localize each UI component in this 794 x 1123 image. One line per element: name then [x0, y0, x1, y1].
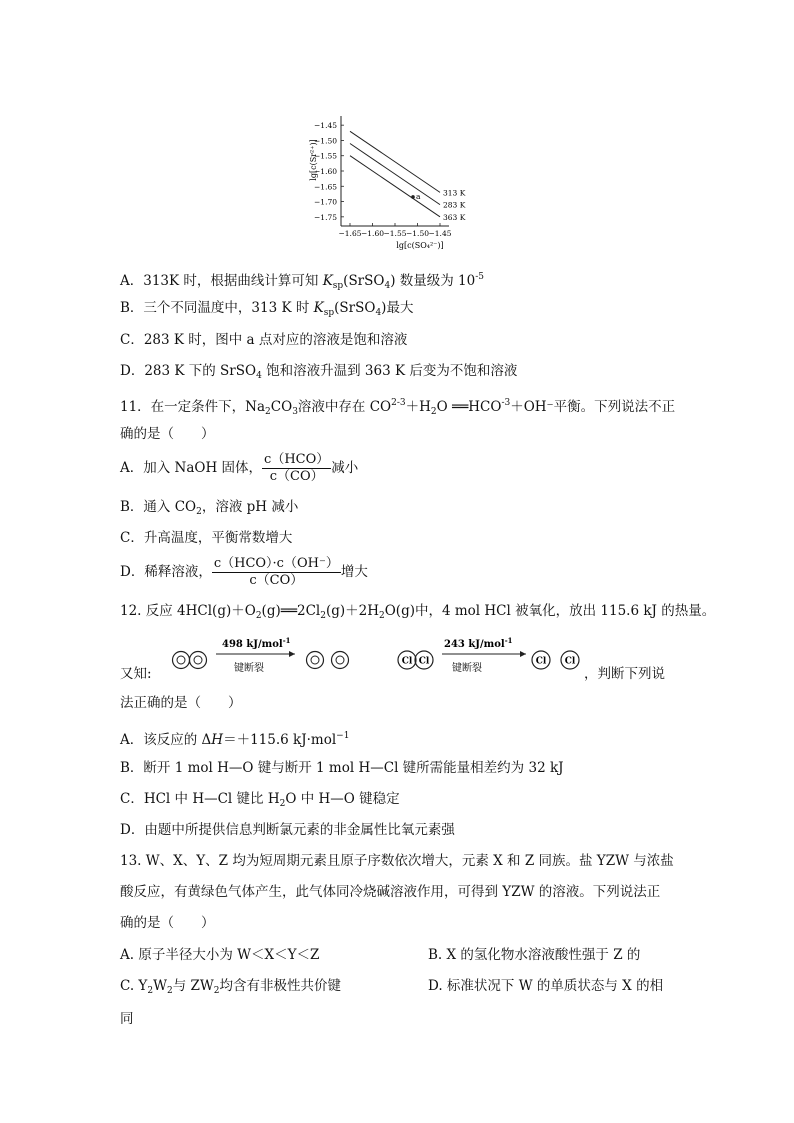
- cl2-bond-energy: 243 kJ/mol$^{-1}$: [444, 636, 513, 650]
- q11-option-a: A．加入 NaOH 固体， $\frac{\text{c（HCO）}}{c(CO)}$ 减小: [120, 452, 359, 484]
- point-a: [411, 195, 415, 199]
- q13-stem-end: 确的是（ ）: [120, 915, 215, 931]
- o2-bond-energy: 498 kJ/mol$^{-1}$: [222, 636, 291, 650]
- series-label: 363 K: [443, 212, 466, 222]
- arrow-icon: [520, 651, 526, 657]
- y-tick-label: −1.75: [314, 212, 337, 222]
- series-label: 283 K: [443, 200, 466, 210]
- y-tick-label: −1.55: [314, 151, 337, 161]
- bond-energy-diagrams: [160, 632, 640, 682]
- q12-option-a: A．该反应的 ΔH＝＋115.6 kJ·mol$^{-1}$: [120, 731, 350, 748]
- y-axis-label: lg[c(Sr²⁺)]: [309, 139, 318, 181]
- svg-text:Cl: Cl: [564, 656, 576, 667]
- x-tick-label: −1.45: [428, 229, 452, 238]
- q13-stem-cont: 酸反应，有黄绿色气体产生，此气体同冷烧碱溶液作用，可得到 YZW 的溶液。下列说法正: [120, 884, 661, 900]
- q13-option-b: B. X 的氢化物水溶液酸性强于 Z 的: [428, 947, 641, 963]
- oxygen-molecule-icon: [173, 652, 207, 669]
- q10-option-d: D．283 K 下的 SrSO$_4$ 饱和溶液升温到 363 K 后变为不饱和溶液: [120, 363, 518, 381]
- solubility-chart: [0, 0, 794, 270]
- q11-option-d: D．稀释溶液， $\frac{\text{c（HCO）·c（OH⁻）}}{c(CO)}$ 增大: [120, 556, 368, 588]
- q10-option-a: A．313K 时，根据曲线计算可知 $K_{sp}(SrSO_4)$ 数量级为 $10^{-5}$: [120, 272, 485, 291]
- x-tick-label: −1.60: [361, 229, 384, 238]
- point-a-label: a: [416, 191, 421, 201]
- q12-option-b: B．断开 1 mol H—O 键与断开 1 mol H—Cl 键所需能量相差约为 32 kJ: [120, 760, 564, 776]
- q13-option-d-cont: 同: [120, 1011, 134, 1027]
- series-line: [350, 156, 440, 217]
- q12-option-c: C．HCl 中 H—Cl 键比 $H_2O$ 中 H—O 键稳定: [120, 791, 400, 809]
- svg-text:Cl: Cl: [401, 656, 413, 667]
- series-line: [350, 144, 440, 205]
- chlorine-atoms-icon: [532, 651, 579, 669]
- oxygen-atoms-icon: [307, 652, 349, 669]
- x-tick-label: −1.65: [338, 229, 362, 238]
- q11-option-c: C．升高温度，平衡常数增大: [120, 530, 293, 546]
- q11-stem-cont: 确的是（ ）: [120, 426, 215, 442]
- series-line: [350, 131, 440, 192]
- q12-known-label: 又知:: [120, 666, 152, 682]
- q13-option-a: A. 原子半径大小为 W＜X＜Y＜Z: [120, 947, 320, 963]
- q13-option-c: C. $Y_2W_2$与 $ZW_2$均含有非极性共价键: [120, 978, 341, 996]
- y-tick-label: −1.45: [314, 121, 337, 131]
- q13-option-d: D. 标准状况下 W 的单质状态与 X 的相: [428, 978, 664, 994]
- q10-option-c: C．283 K 时，图中 a 点对应的溶液是饱和溶液: [120, 332, 408, 348]
- q10-option-b: B．三个不同温度中，313 K 时 $K_{sp}(SrSO_4)$最大: [120, 300, 414, 318]
- chlorine-molecule-icon: [398, 651, 433, 669]
- cl2-bond-break-label: 键断裂: [452, 663, 482, 674]
- y-tick-label: −1.60: [314, 167, 337, 176]
- o2-bond-break-label: 键断裂: [234, 663, 264, 674]
- svg-text:Cl: Cl: [418, 656, 430, 667]
- svg-text:Cl: Cl: [535, 656, 547, 667]
- x-tick-label: −1.50: [406, 229, 429, 238]
- fraction: $\frac{\text{c（HCO）}}{c(CO)}$: [264, 452, 330, 484]
- q13-stem: 13. W、X、Y、Z 均为短周期元素且原子序数依次增大，元素 X 和 Z 同族。盐 YZW 与浓盐: [120, 853, 674, 869]
- y-tick-label: −1.65: [314, 182, 337, 192]
- q11-option-b: B．通入 $CO_2$，溶液 pH 减小: [120, 499, 299, 517]
- fraction: $\frac{\text{c（HCO）·c（OH⁻）}}{c(CO)}$: [213, 556, 339, 588]
- q12-stem: 12. 反应 $4HCl(g)+O_2(g)══2Cl_2(g)+2H_2O(g)$中，4 mol HCl 被氧化，放出 115.6 kJ 的热量。: [120, 603, 716, 621]
- q11-stem: 11．在一定条件下，$Na_2CO_3$溶液中存在 $CO^{2-3}+H_2O$ $══HCO^{-3}+OH^-$平衡。下列说法不正: [120, 398, 676, 417]
- q12-stem-end: 法正确的是（ ）: [120, 695, 242, 711]
- y-tick-label: −1.70: [314, 197, 337, 207]
- q12-option-d: D．由题中所提供信息判断氯元素的非金属性比氧元素强: [120, 822, 455, 838]
- x-tick-label: −1.55: [383, 229, 407, 238]
- q12-stem-cont: ，判断下列说: [584, 666, 665, 682]
- x-axis-label: lg[c(SO₄²⁻)]: [396, 241, 444, 250]
- arrow-icon: [289, 651, 295, 657]
- series-label: 313 K: [443, 188, 466, 198]
- y-tick-label: −1.50: [314, 136, 337, 146]
